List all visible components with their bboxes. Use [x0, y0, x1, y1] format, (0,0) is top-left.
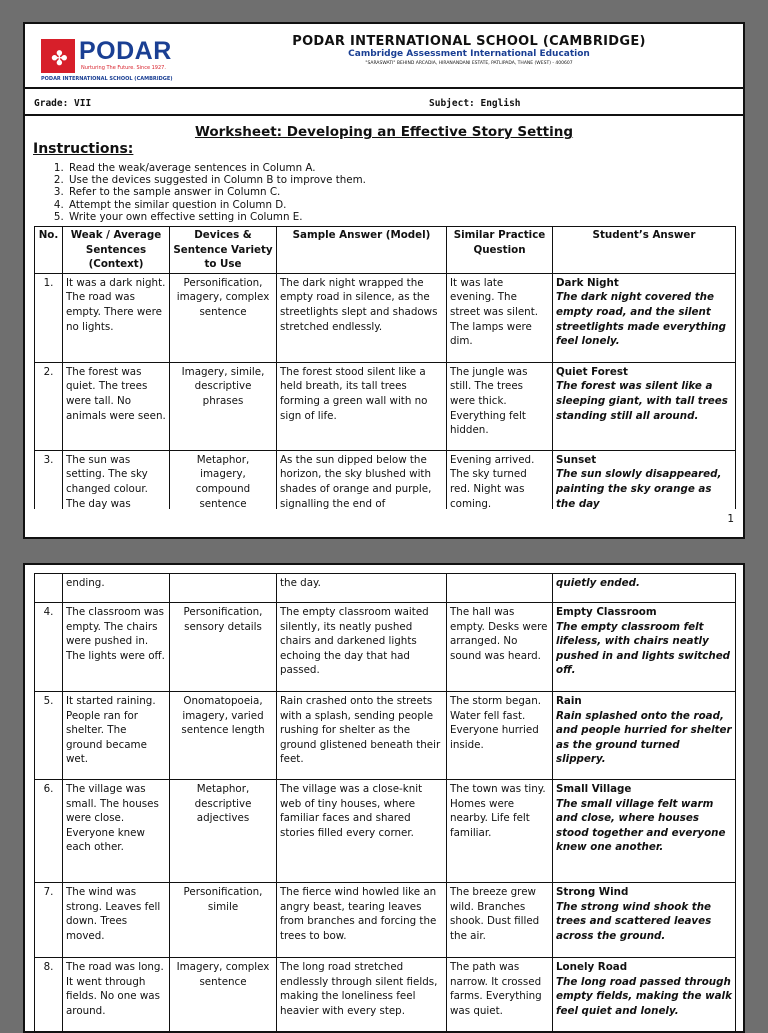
devices: Personification, simile — [170, 883, 277, 958]
answer-title: Quiet Forest — [556, 365, 628, 378]
table-row — [35, 692, 736, 780]
table-row — [35, 362, 736, 450]
instruction-item: 5. Write your own effective setting in Column E. — [67, 211, 366, 223]
weak-sentence: The road was long. It went through fields. No one was around. — [63, 958, 170, 1033]
worksheet-page-1 — [23, 22, 745, 539]
header-sample: Sample Answer (Model) — [277, 227, 447, 274]
sample-answer: The empty classroom waited silently, its neatly pushed chairs and darkened lights echoing the day that had passed. — [277, 603, 447, 692]
worksheet-table — [34, 226, 736, 509]
school-board: Cambridge Assessment International Education — [348, 49, 590, 59]
practice-question — [447, 574, 553, 603]
answer-title: Lonely Road — [556, 961, 628, 973]
student-answer — [553, 273, 736, 362]
header-answer: Student’s Answer — [553, 227, 736, 274]
student-answer — [553, 574, 736, 603]
worksheet-page-2 — [23, 563, 745, 1033]
practice-question: The breeze grew wild. Branches shook. Dust filled the air. — [447, 883, 553, 958]
logo-tagline: Nurturing The Future. Since 1927. — [81, 65, 166, 71]
table-row — [35, 883, 736, 958]
practice-question: The hall was empty. Desks were arranged. No sound was heard. — [447, 603, 553, 692]
page-number: 1 — [727, 513, 734, 525]
subject-label: Subject: English — [429, 98, 521, 109]
answer-title: Sunset — [556, 453, 597, 466]
row-number: 6. — [35, 780, 63, 883]
table-header-row — [35, 227, 736, 274]
answer-title: Strong Wind — [556, 886, 629, 898]
weak-sentence: The wind was strong. Leaves fell down. Trees moved. — [63, 883, 170, 958]
header-weak: Weak / Average Sentences (Context) — [63, 227, 170, 274]
weak-sentence: The forest was quiet. The trees were tall. No animals were seen. — [63, 362, 170, 450]
sample-answer: The forest stood silent like a held breath, its tall trees forming a green wall with no sign of life. — [277, 362, 447, 450]
row-number: 2. — [35, 362, 63, 450]
table-row — [35, 450, 736, 509]
answer-title: Empty Classroom — [556, 606, 657, 618]
sample-answer: The village was a close-knit web of tiny houses, where familiar faces and shared stories filled every corner. — [277, 780, 447, 883]
instruction-item: 4. Attempt the similar question in Column D. — [67, 199, 366, 211]
student-answer — [553, 883, 736, 958]
table-row-continuation — [35, 574, 736, 603]
practice-question: Evening arrived. The sky turned red. Night was coming. — [447, 450, 553, 509]
instructions-title: Instructions: — [33, 141, 134, 157]
instruction-item: 3. Refer to the sample answer in Column C. — [67, 186, 366, 198]
weak-sentence: The village was small. The houses were close. Everyone knew each other. — [63, 780, 170, 883]
header-no: No. — [35, 227, 63, 274]
row-number: 4. — [35, 603, 63, 692]
practice-question: The path was narrow. It crossed farms. Everything was quiet. — [447, 958, 553, 1033]
logo-subtitle: PODAR INTERNATIONAL SCHOOL (CAMBRIDGE) — [41, 76, 173, 82]
tree-icon: ✤ — [41, 39, 75, 73]
header-practice: Similar Practice Question — [447, 227, 553, 274]
devices: Metaphor, descriptive adjectives — [170, 780, 277, 883]
student-answer — [553, 958, 736, 1033]
school-name: PODAR INTERNATIONAL SCHOOL (CAMBRIDGE) — [292, 34, 646, 49]
sample-answer: Rain crashed onto the streets with a splash, sending people rushing for shelter as the ground glistened beneath their feet. — [277, 692, 447, 780]
instruction-item: 1. Read the weak/average sentences in Column A. — [67, 162, 366, 174]
student-answer — [553, 450, 736, 509]
answer-body: The strong wind shook the trees and scattered leaves across the ground. — [556, 900, 712, 942]
devices: Imagery, complex sentence — [170, 958, 277, 1033]
devices: Personification, sensory details — [170, 603, 277, 692]
sample-answer: The fierce wind howled like an angry beast, tearing leaves from branches and forcing the trees to bow. — [277, 883, 447, 958]
answer-title: Rain — [556, 695, 582, 707]
row-number — [35, 574, 63, 603]
sample-answer: The dark night wrapped the empty road in silence, as the streetlights slept and shadows stretched endlessly. — [277, 273, 447, 362]
table-row — [35, 273, 736, 362]
devices: Personification, imagery, complex sentence — [170, 273, 277, 362]
row-number: 5. — [35, 692, 63, 780]
weak-sentence: The classroom was empty. The chairs were pushed in. The lights were off. — [63, 603, 170, 692]
answer-body: The sun slowly disappeared, painting the sky orange as the day — [556, 468, 722, 509]
practice-question: The storm began. Water fell fast. Everyone hurried inside. — [447, 692, 553, 780]
weak-sentence: It started raining. People ran for shelter. The ground became wet. — [63, 692, 170, 780]
devices: Imagery, simile, descriptive phrases — [170, 362, 277, 450]
practice-question: It was late evening. The street was silent. The lamps were dim. — [447, 273, 553, 362]
practice-question: The town was tiny. Homes were nearby. Life felt familiar. — [447, 780, 553, 883]
answer-body: The empty classroom felt lifeless, with chairs neatly pushed in and lights switched off. — [556, 620, 731, 677]
answer-body: The small village felt warm and close, where houses stood together and everyone knew one another. — [556, 797, 726, 854]
worksheet-title: Worksheet: Developing an Effective Story Setting — [194, 124, 574, 140]
instruction-item: 2. Use the devices suggested in Column B to improve them. — [67, 174, 366, 186]
weak-sentence: ending. — [63, 574, 170, 603]
devices: Metaphor, imagery, compound sentence — [170, 450, 277, 509]
answer-body: The forest was silent like a sleeping giant, with tall trees standing still all around. — [556, 380, 728, 422]
answer-title: Dark Night — [556, 276, 619, 289]
student-answer — [553, 692, 736, 780]
school-address: "SARASWATI" BEHIND ARCADIA, HIRANANDANI ESTATE, PATLIPADA, THANE (WEST) - 400607 — [365, 61, 573, 66]
row-number: 7. — [35, 883, 63, 958]
table-row — [35, 958, 736, 1033]
table-row — [35, 603, 736, 692]
row-number: 8. — [35, 958, 63, 1033]
devices — [170, 574, 277, 603]
sample-answer: the day. — [277, 574, 447, 603]
answer-body: The long road passed through empty fields, making the walk feel quiet and lonely. — [556, 975, 732, 1017]
weak-sentence: The sun was setting. The sky changed colour. The day was — [63, 450, 170, 509]
weak-sentence: It was a dark night. The road was empty. There were no lights. — [63, 273, 170, 362]
student-answer — [553, 362, 736, 450]
answer-body: quietly ended. — [556, 577, 640, 589]
header-devices: Devices & Sentence Variety to Use — [170, 227, 277, 274]
row-number: 1. — [35, 273, 63, 362]
sample-answer: As the sun dipped below the horizon, the sky blushed with shades of orange and purple, signalling the end of — [277, 450, 447, 509]
student-answer — [553, 603, 736, 692]
row-number: 3. — [35, 450, 63, 509]
grade-label: Grade: VII — [34, 98, 92, 109]
logo-name: PODAR — [79, 37, 172, 65]
worksheet-table-continued — [34, 573, 736, 1033]
sample-answer: The long road stretched endlessly through silent fields, making the loneliness feel heavier with every step. — [277, 958, 447, 1033]
answer-body: The dark night covered the empty road, and the silent streetlights made everything feel lonely. — [556, 291, 726, 348]
answer-title: Small Village — [556, 783, 632, 795]
devices: Onomatopoeia, imagery, varied sentence length — [170, 692, 277, 780]
table-row — [35, 780, 736, 883]
answer-body: Rain splashed onto the road, and people hurried for shelter as the ground turned slippery. — [556, 709, 732, 766]
practice-question: The jungle was still. The trees were thick. Everything felt hidden. — [447, 362, 553, 450]
student-answer — [553, 780, 736, 883]
